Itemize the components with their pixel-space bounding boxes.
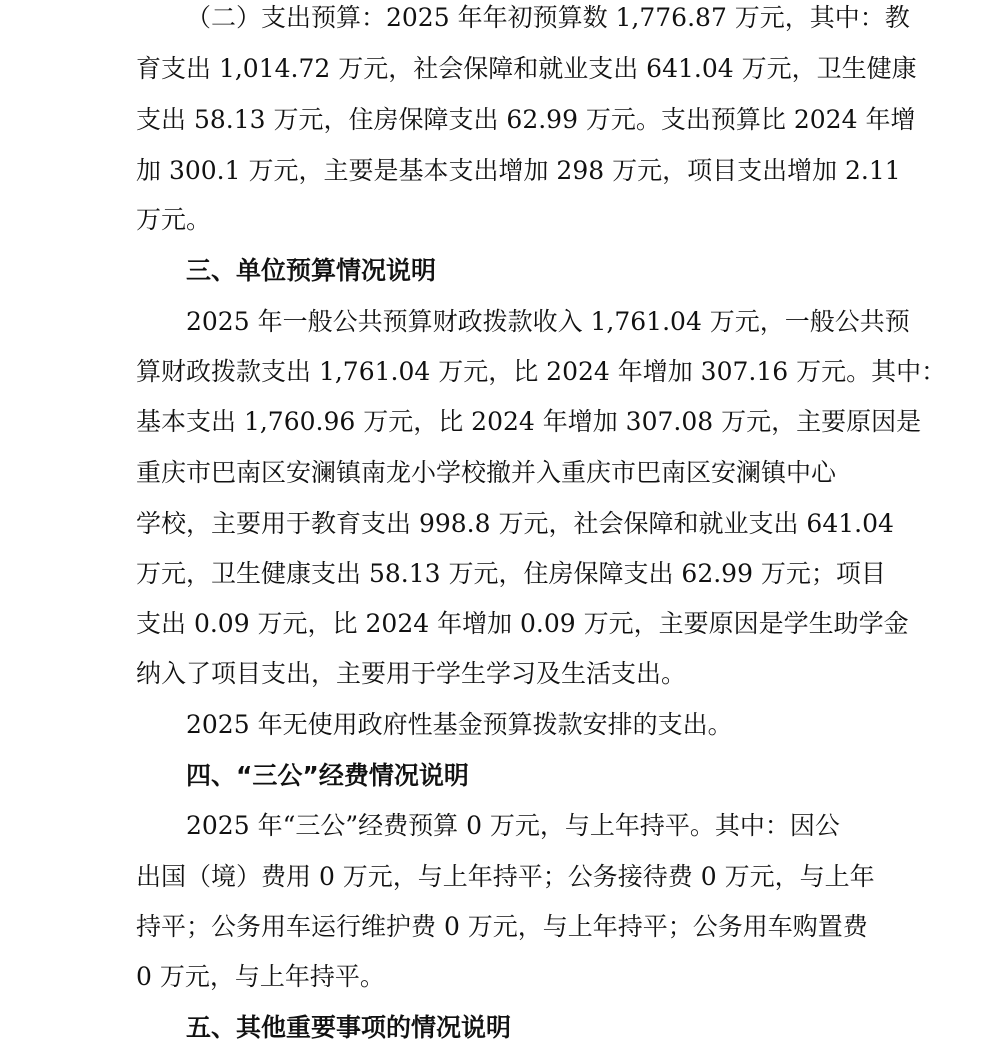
paragraph-unit-budget-line-8: 纳入了项目支出，主要用于学生学习及生活支出。 [136, 659, 687, 688]
paragraph-three-public-line-4: 0 万元，与上年持平。 [136, 962, 385, 991]
paragraph-expenditure-budget-line-4: 加 300.1 万元，主要是基本支出增加 298 万元，项目支出增加 2.11 [136, 156, 901, 185]
paragraph-unit-budget-line-3: 基本支出 1,760.96 万元，比 2024 年增加 307.08 万元，主要原因是 [136, 407, 922, 436]
paragraph-unit-budget-line-7: 支出 0.09 万元，比 2024 年增加 0.09 万元，主要原因是学生助学金 [136, 609, 909, 638]
heading-three-public-expenses: 四、“三公”经费情况说明 [186, 761, 469, 790]
paragraph-expenditure-budget-line-1: （二）支出预算：2025 年年初预算数 1,776.87 万元，其中：教 [186, 3, 910, 32]
paragraph-unit-budget-line-6: 万元，卫生健康支出 58.13 万元，住房保障支出 62.99 万元；项目 [136, 559, 886, 588]
paragraph-three-public-line-1: 2025 年“三公”经费预算 0 万元，与上年持平。其中：因公 [186, 811, 840, 840]
paragraph-unit-budget-line-5: 学校，主要用于教育支出 998.8 万元，社会保障和就业支出 641.04 [136, 509, 894, 538]
paragraph-expenditure-budget-line-5: 万元。 [136, 205, 212, 234]
heading-unit-budget: 三、单位预算情况说明 [186, 256, 437, 285]
paragraph-three-public-line-2: 出国（境）费用 0 万元，与上年持平；公务接待费 0 万元，与上年 [136, 862, 875, 891]
paragraph-unit-budget-line-1: 2025 年一般公共预算财政拨款收入 1,761.04 万元，一般公共预 [186, 307, 910, 336]
paragraph-expenditure-budget-line-3: 支出 58.13 万元，住房保障支出 62.99 万元。支出预算比 2024 年增 [136, 105, 916, 134]
heading-other-matters: 五、其他重要事项的情况说明 [186, 1013, 512, 1042]
paragraph-expenditure-budget-line-2: 育支出 1,014.72 万元，社会保障和就业支出 641.04 万元，卫生健康 [136, 54, 917, 83]
paragraph-government-fund: 2025 年无使用政府性基金预算拨款安排的支出。 [186, 710, 733, 739]
paragraph-unit-budget-line-4: 重庆市巴南区安澜镇南龙小学校撤并入重庆市巴南区安澜镇中心 [136, 458, 837, 487]
paragraph-unit-budget-line-2: 算财政拨款支出 1,761.04 万元，比 2024 年增加 307.16 万元。其中： [136, 357, 947, 386]
paragraph-three-public-line-3: 持平；公务用车运行维护费 0 万元，与上年持平；公务用车购置费 [136, 912, 868, 941]
